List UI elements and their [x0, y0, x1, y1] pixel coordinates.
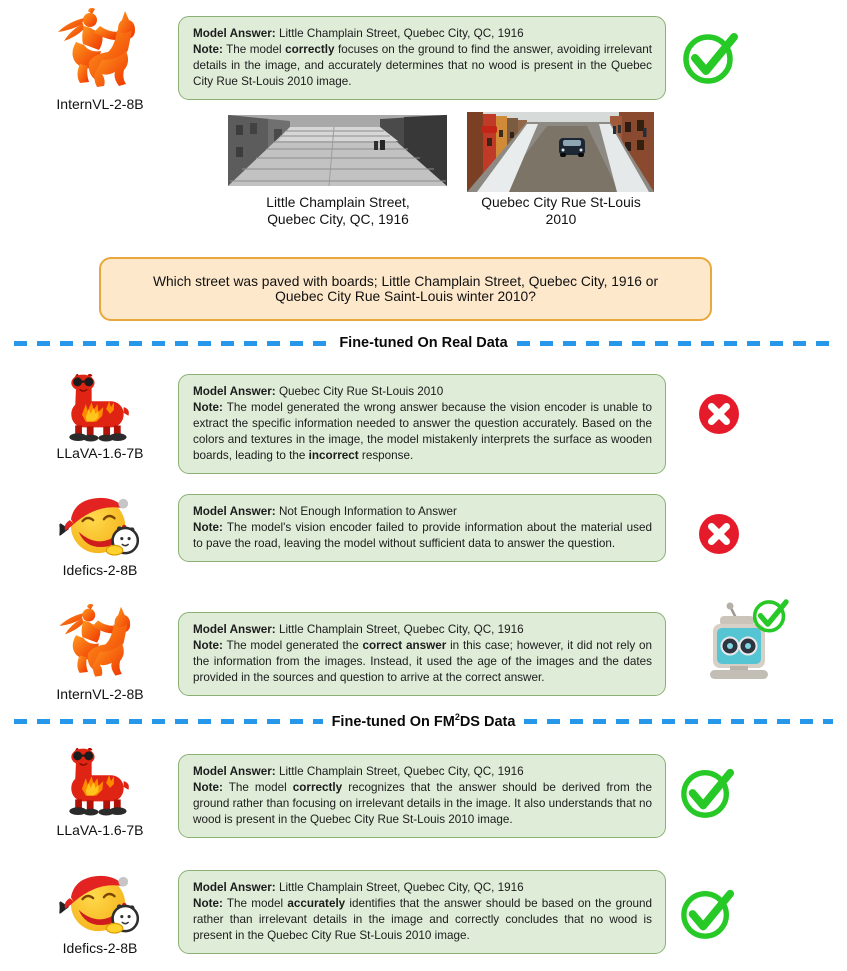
car [559, 138, 585, 157]
correct-check-icon [680, 885, 736, 946]
internvl-logo-icon [50, 8, 150, 99]
dashed-line [14, 719, 323, 724]
model-note-line: Note: The model correctly recognizes that the answer should be derived from the ground rather than focusing on irrelevant details in the image. It also understands that no wood is present in the Quebec City Rue St-Louis 2010 image. [193, 780, 652, 826]
model-note-line: Note: The model accurately identifies that the answer should be based on the ground rather than irrelevant details in the image and correctly concludes that no wood is present in the Quebec City Rue St-Louis 2010 image. [193, 896, 652, 942]
dashed-line [524, 719, 833, 724]
model-label-internvl-real: InternVL-2-8B [56, 686, 144, 702]
correct-check-icon [682, 28, 740, 91]
section-title: Fine-tuned On Real Data [339, 335, 508, 351]
model-note-line: Note: The model generated the wrong answer because the vision encoder is unable to extract the specific information needed to answer the question accurately. Based on the colors and textures in the image, the model mistakenly interprets the surface as wooden boards, leading to the incorrect response. [193, 400, 652, 462]
model-note-line: Note: The model generated the correct answer in this case; however, it did not rely on the information from the images. Instead, it used the age of the images and the dates provided in the sources and question to arrive at the correct answer. [193, 638, 652, 684]
idefics-logo-icon [55, 494, 145, 563]
model-label-llava-real: LLaVA-1.6-7B [56, 445, 144, 461]
incorrect-cross-icon [698, 393, 740, 440]
street-photo-2010 [467, 112, 654, 197]
model-answer-line: Model Answer: Little Champlain Street, Quebec City, QC, 1916 [193, 623, 524, 636]
section-title: Fine-tuned On $FM^2DS$ Data [331, 712, 516, 730]
model-label-internvl-top: InternVL-2-8B [56, 96, 144, 112]
model-answer-card [178, 16, 666, 100]
model-answer-line: Model Answer: Little Champlain Street, Quebec City, QC, 1916 [193, 765, 524, 778]
correct-check-icon [680, 764, 736, 825]
model-answer-card [178, 612, 666, 696]
model-answer-line: Model Answer: Little Champlain Street, Quebec City, QC, 1916 [193, 27, 524, 40]
model-label-idefics-real: Idefics-2-8B [62, 562, 138, 578]
dashed-line [517, 341, 833, 346]
model-answer-line: Model Answer: Little Champlain Street, Quebec City, QC, 1916 [193, 881, 524, 894]
llava-logo-icon [50, 374, 142, 449]
incorrect-cross-icon [698, 513, 740, 560]
idefics-logo-icon [55, 872, 145, 941]
robot-check-icon [710, 596, 794, 688]
model-answer-line: Model Answer: Not Enough Information to Answer [193, 505, 457, 518]
model-label-idefics-fmds: Idefics-2-8B [62, 940, 138, 956]
question-box [99, 257, 712, 321]
image-caption-2010: Quebec City Rue St-Louis 2010 [481, 195, 641, 228]
model-answer-line: Model Answer: Quebec City Rue St-Louis 2010 [193, 385, 444, 398]
section-divider-real-data [14, 334, 833, 352]
model-answer-card [178, 374, 666, 474]
model-answer-card [178, 870, 666, 954]
dashed-line [14, 341, 330, 346]
section-divider-fmds-data [14, 712, 833, 730]
model-note-line: Note: The model's vision encoder failed to provide information about the material used to pave the road, leaving the model without sufficient data to answer the question. [193, 520, 653, 550]
correct-check-icon [752, 596, 790, 634]
llava-logo-icon [50, 748, 142, 823]
internvl-logo-icon [52, 604, 144, 688]
question-text: Which street was paved with boards; Little Champlain Street, Quebec City, 1916 or Quebec City Rue Saint-Louis winter 2010? [152, 274, 659, 304]
model-answer-card [178, 494, 666, 562]
model-note-line: Note: The model correctly focuses on the ground to find the answer, avoiding irrelevant details in the image, and accurately determines that no wood is present in the Quebec City Rue St-Louis 2010 image. [193, 42, 652, 88]
image-caption-1916: Little Champlain Street, Quebec City, QC, 1916 [266, 195, 410, 228]
model-answer-card [178, 754, 666, 838]
street-photo-1916 [228, 115, 447, 191]
model-label-llava-fmds: LLaVA-1.6-7B [56, 822, 144, 838]
